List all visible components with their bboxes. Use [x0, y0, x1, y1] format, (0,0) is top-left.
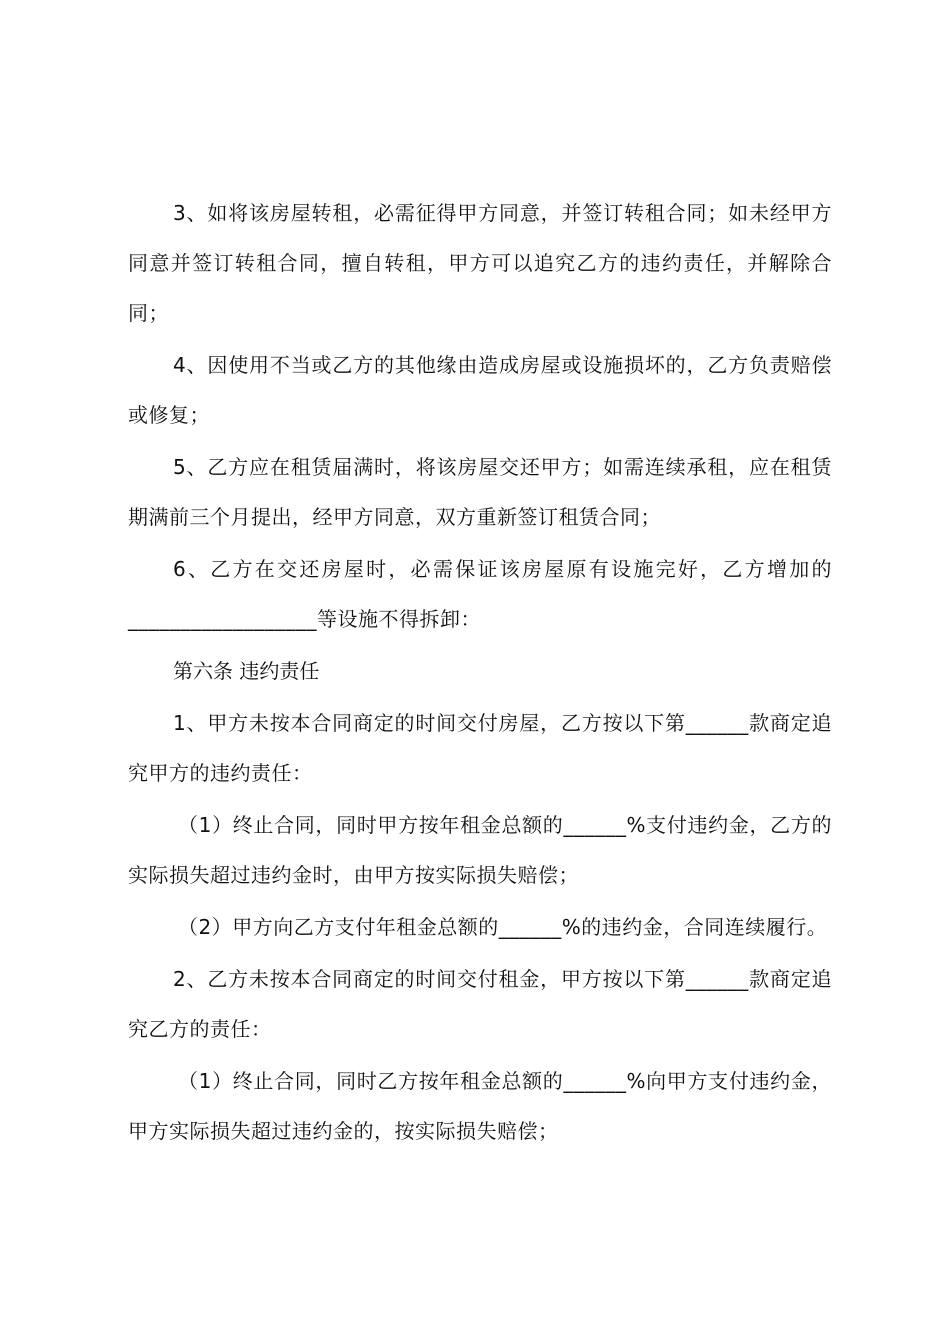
document-body: [128, 188, 832, 1158]
breach-clause-2-option-1: （1）终止合同，同时乙方按年租金总额的______%向甲方支付违约金，甲方实际损失超过违约金的，按实际损失赔偿；: [128, 1069, 832, 1143]
clause-5-paragraph: 5、乙方应在租赁届满时，将该房屋交还甲方；如需连续承租，应在租赁期满前三个月提出，经甲方同意，双方重新签订租赁合同；: [128, 455, 832, 529]
clause-3-paragraph: 3、如将该房屋转租，必需征得甲方同意，并签订转租合同；如未经甲方同意并签订转租合同，擅自转租，甲方可以追究乙方的违约责任，并解除合同；: [128, 201, 832, 325]
breach-clause-1-option-1: （1）终止合同，同时甲方按年租金总额的______%支付违约金，乙方的实际损失超过违约金时，由甲方按实际损失赔偿；: [128, 813, 832, 887]
breach-clause-1-paragraph: 1、甲方未按本合同商定的时间交付房屋，乙方按以下第______款商定追究甲方的违约责任：: [128, 711, 832, 785]
clause-6-paragraph: 6、乙方在交还房屋时，必需保证该房屋原有设施完好，乙方增加的__________________等设施不得拆卸：: [128, 557, 832, 631]
section-heading: 第六条 违约责任: [173, 659, 320, 683]
clause-4-paragraph: 4、因使用不当或乙方的其他缘由造成房屋或设施损坏的，乙方负责赔偿或修复；: [128, 353, 832, 427]
breach-clause-1-option-2: （2）甲方向乙方支付年租金总额的______%的违约金，合同连续履行。: [178, 915, 828, 939]
breach-clause-2-paragraph: 2、乙方未按本合同商定的时间交付租金，甲方按以下第______款商定追究乙方的责任：: [128, 967, 832, 1041]
